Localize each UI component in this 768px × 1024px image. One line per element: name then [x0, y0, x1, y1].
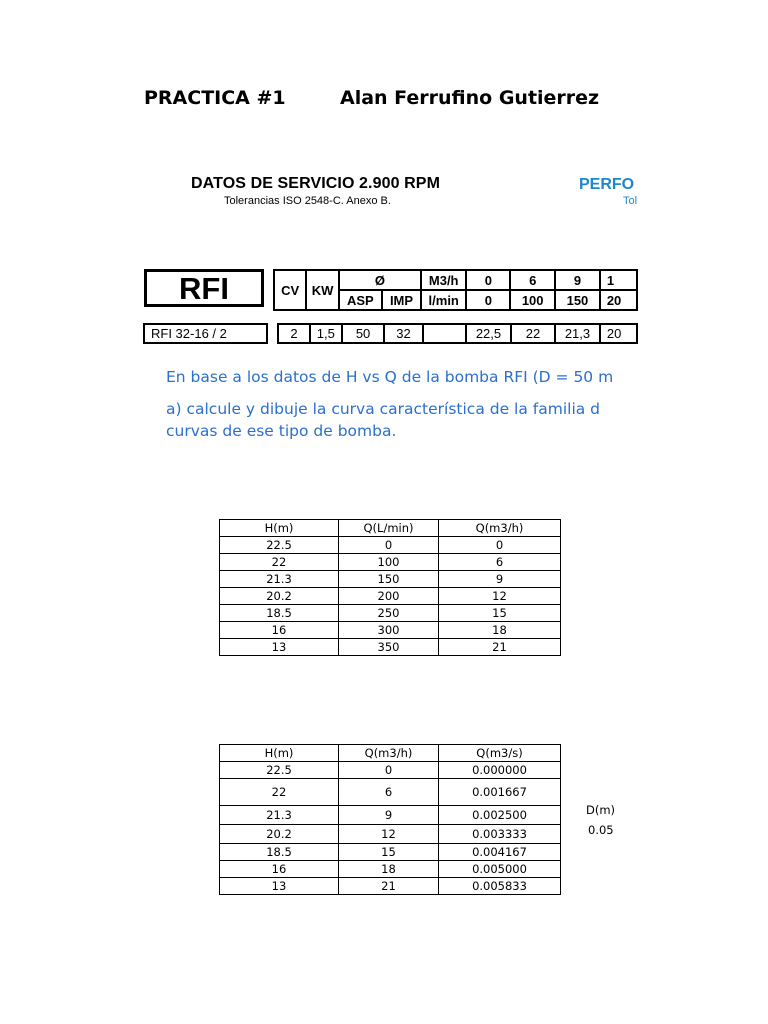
header-q0: 0	[466, 270, 510, 290]
header-l100: 100	[510, 290, 555, 310]
table-row	[220, 639, 561, 656]
header-l150: 150	[555, 290, 600, 310]
cell: 21.3	[220, 571, 339, 588]
cell: 150	[339, 571, 439, 588]
cell: 250	[339, 605, 439, 622]
col-header-q-m3h: Q(m3/h)	[339, 745, 439, 762]
cell: 16	[220, 622, 339, 639]
cv-value: 2	[278, 324, 310, 343]
table-row	[220, 588, 561, 605]
header-l200: 20	[600, 290, 637, 310]
diameter-value: 0.05	[588, 823, 614, 837]
imp-value: 32	[384, 324, 423, 343]
kw-value: 1,5	[310, 324, 342, 343]
diameter-label: D(m)	[586, 803, 616, 817]
cell: 21	[339, 878, 439, 895]
header-kw: KW	[306, 270, 338, 310]
cell: 15	[339, 844, 439, 861]
col-header-q-m3h: Q(m3/h)	[439, 520, 561, 537]
h-q9: 21,3	[555, 324, 600, 343]
spacer	[267, 324, 278, 343]
asp-value: 50	[342, 324, 384, 343]
table-row	[220, 825, 561, 844]
cell: 6	[339, 779, 439, 806]
cell: 9	[339, 806, 439, 825]
table-h-vs-q-m3s	[219, 744, 561, 895]
header-m3h: M3/h	[421, 270, 466, 290]
cell: 16	[220, 861, 339, 878]
table-row	[220, 779, 561, 806]
cell: 0	[339, 762, 439, 779]
header-q6: 6	[510, 270, 555, 290]
brand-subtitle: Tol	[623, 195, 638, 207]
cell: 200	[339, 588, 439, 605]
header-l0: 0	[466, 290, 510, 310]
cell: 0.003333	[439, 825, 561, 844]
col-header-q-lmin: Q(L/min)	[339, 520, 439, 537]
cell: 300	[339, 622, 439, 639]
cell: 0.004167	[439, 844, 561, 861]
header-cv: CV	[274, 270, 306, 310]
cell: 20.2	[220, 588, 339, 605]
table-header-row	[220, 745, 561, 762]
table-row	[220, 806, 561, 825]
cell: 18.5	[220, 844, 339, 861]
cell: 13	[220, 878, 339, 895]
cell: 15	[439, 605, 561, 622]
header-q9: 9	[555, 270, 600, 290]
model-code: RFI 32-16 / 2	[144, 324, 267, 343]
spec-header-table	[273, 269, 638, 311]
cell: 21	[439, 639, 561, 656]
col-header-q-m3s: Q(m3/s)	[439, 745, 561, 762]
h-q12: 20	[600, 324, 637, 343]
cell: 6	[439, 554, 561, 571]
cell: 12	[439, 588, 561, 605]
h-q6: 22	[511, 324, 555, 343]
model-box: RFI	[144, 269, 264, 307]
tolerance-subtitle: Tolerancias ISO 2548-C. Anexo B.	[224, 195, 391, 207]
cell: 0.000000	[439, 762, 561, 779]
table-row	[220, 878, 561, 895]
cell: 22.5	[220, 537, 339, 554]
cell: 0.002500	[439, 806, 561, 825]
cell: 21.3	[220, 806, 339, 825]
cell: 22	[220, 554, 339, 571]
spec-row-table	[143, 323, 638, 344]
cell: 100	[339, 554, 439, 571]
table-row	[220, 571, 561, 588]
empty-cell	[423, 324, 466, 343]
cell: 9	[439, 571, 561, 588]
cell: 18	[439, 622, 561, 639]
brand-name: PERFO	[579, 176, 635, 193]
spec-sheet-image	[140, 165, 638, 345]
service-data-title: DATOS DE SERVICIO 2.900 RPM	[191, 175, 440, 192]
header-lmin: l/min	[421, 290, 466, 310]
col-header-h: H(m)	[220, 745, 339, 762]
col-header-h: H(m)	[220, 520, 339, 537]
cell: 0	[339, 537, 439, 554]
header-q12: 1	[600, 270, 637, 290]
cell: 12	[339, 825, 439, 844]
cell: 22.5	[220, 762, 339, 779]
table-row	[220, 844, 561, 861]
practice-title: PRACTICA #1	[144, 87, 286, 109]
table-row	[220, 537, 561, 554]
header-asp: ASP	[339, 290, 382, 310]
table-header-row	[220, 520, 561, 537]
instruction-line-1: En base a los datos de H vs Q de la bomba RFI (D = 50 m	[166, 368, 614, 386]
cell: 13	[220, 639, 339, 656]
cell: 18.5	[220, 605, 339, 622]
table-row	[220, 554, 561, 571]
instruction-line-3: curvas de ese tipo de bomba.	[166, 422, 397, 440]
table-h-vs-q-lmin	[219, 519, 561, 656]
table-row	[220, 762, 561, 779]
header-diameter: Ø	[339, 270, 421, 290]
cell: 22	[220, 779, 339, 806]
author-name: Alan Ferrufino Gutierrez	[340, 87, 600, 109]
instruction-line-2: a) calcule y dibuje la curva característica de la familia d	[166, 400, 601, 418]
cell: 18	[339, 861, 439, 878]
cell: 0.005000	[439, 861, 561, 878]
cell: 0.001667	[439, 779, 561, 806]
header-imp: IMP	[382, 290, 421, 310]
cell: 0	[439, 537, 561, 554]
table-row	[220, 605, 561, 622]
cell: 20.2	[220, 825, 339, 844]
table-row	[220, 861, 561, 878]
instructions-block	[166, 366, 638, 446]
table-row	[220, 622, 561, 639]
h-q0: 22,5	[466, 324, 511, 343]
cell: 0.005833	[439, 878, 561, 895]
cell: 350	[339, 639, 439, 656]
